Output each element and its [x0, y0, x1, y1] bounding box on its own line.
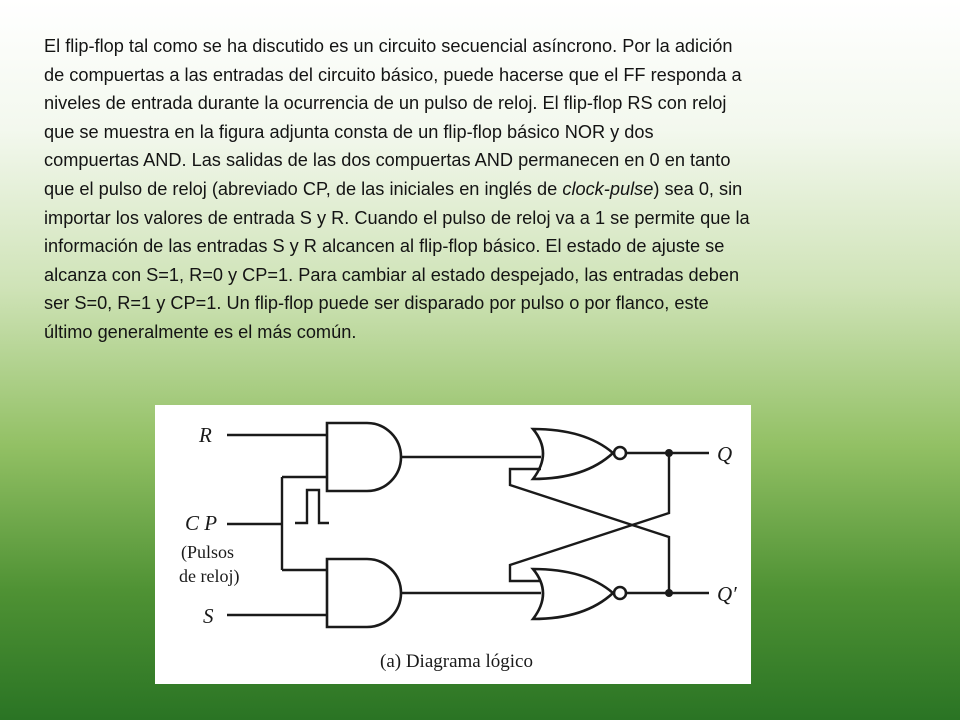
text-line: El flip-flop tal como se ha discutido es un circuito secuencial asíncrono. Por la adición — [44, 36, 733, 56]
label-cp-note-1: (Pulsos — [181, 542, 235, 562]
text-line: información de las entradas S y R alcancen al flip-flop básico. El estado de ajuste se — [44, 236, 725, 257]
nor-gate-bottom — [533, 569, 613, 619]
text-line: compuertas AND. Las salidas de las dos compuertas AND permanecen en 0 en tanto — [44, 150, 731, 171]
text-run: ) sea 0, sin — [653, 178, 743, 199]
label-r: R — [199, 423, 212, 447]
logic-diagram — [155, 405, 751, 684]
and-gate-bottom — [327, 559, 401, 627]
label-cp: C P — [185, 511, 218, 535]
text-line: último generalmente es el más común. — [44, 321, 357, 342]
feedback-q-to-nor2 — [510, 453, 669, 581]
italic-term: clock-pulse — [562, 178, 654, 199]
nor-bottom-bubble — [614, 587, 626, 599]
text-run: que el pulso de reloj (abreviado CP, de las iniciales en inglés de — [44, 178, 563, 199]
body-paragraph — [44, 32, 924, 347]
text-line: importar los valores de entrada S y R. Cuando el pulso de reloj va a 1 se permite que la — [44, 207, 750, 228]
label-cp-note-2: de reloj) — [179, 566, 240, 586]
label-s: S — [203, 604, 214, 628]
figure-caption: (a) Diagrama lógico — [380, 651, 533, 672]
text-line — [44, 175, 924, 204]
text-line: alcanza con S=1, R=0 y CP=1. Para cambiar al estado despejado, las entradas deben — [44, 264, 740, 285]
label-q: Q — [717, 442, 733, 466]
logic-diagram-figure — [155, 405, 751, 684]
nor-top-bubble — [614, 447, 626, 459]
text-line: niveles de entrada durante la ocurrencia de un pulso de reloj. El flip-flop RS con reloj — [44, 93, 727, 114]
text-line: que se muestra en la figura adjunta consta de un flip-flop básico NOR y dos — [44, 121, 654, 142]
feedback-qnot-to-nor1 — [510, 469, 669, 593]
nor-gate-top — [533, 429, 613, 479]
text-line: ser S=0, R=1 y CP=1. Un flip-flop puede ser disparado por pulso o por flanco, este — [44, 293, 709, 314]
clock-pulse-symbol — [295, 490, 329, 523]
text-line: de compuertas a las entradas del circuito básico, puede hacerse que el FF responda a — [44, 64, 742, 85]
and-gate-top — [327, 423, 401, 491]
label-q-not: Q′ — [717, 582, 737, 606]
